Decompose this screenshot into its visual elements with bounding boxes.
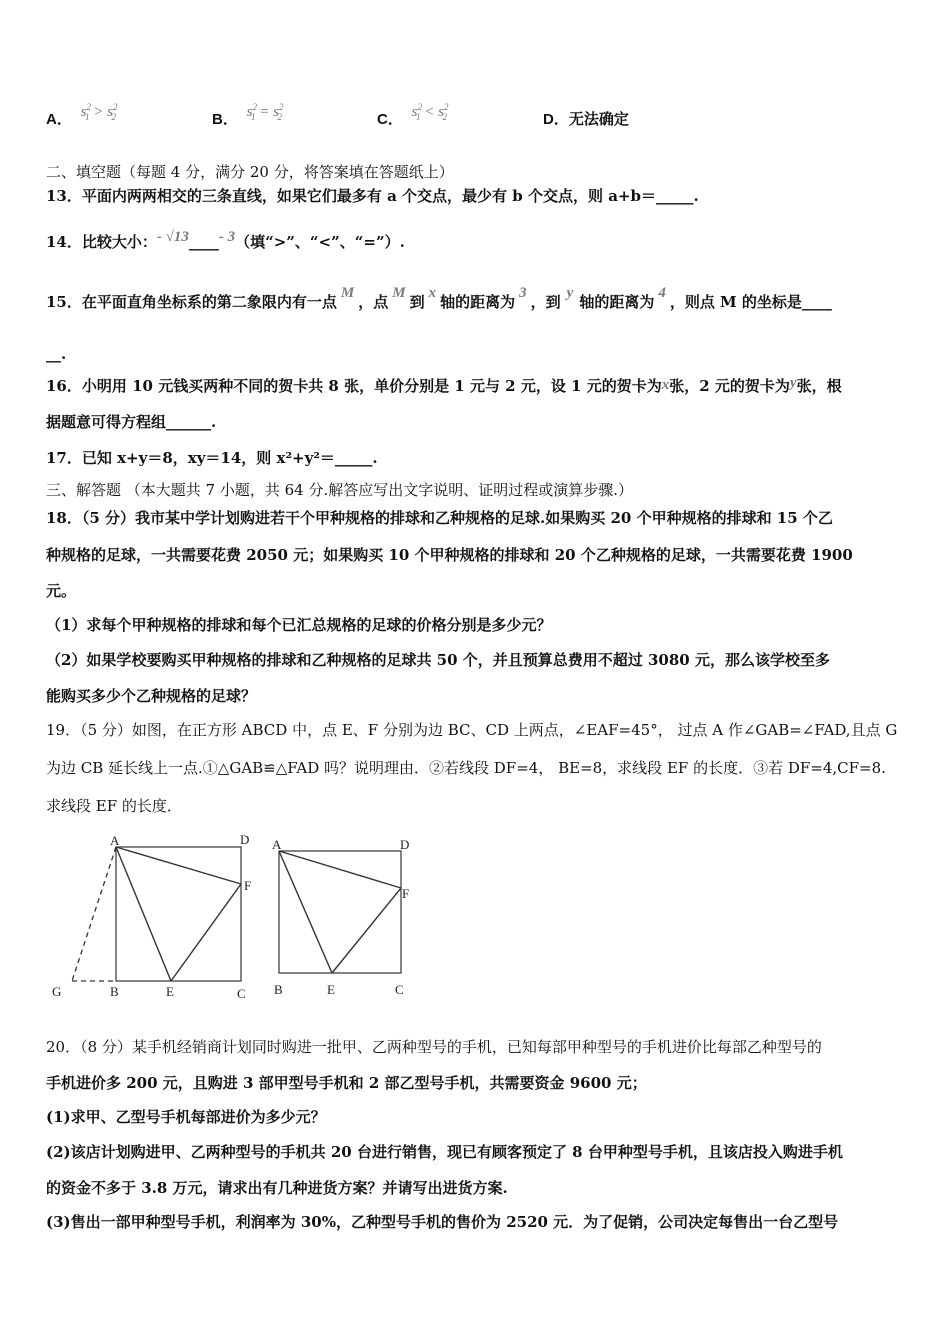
question-19-line2: 为边 CB 延长线上一点.①△GAB≌△FAD 吗？说明理由．②若线段 DF=4， BE=8，求线段 EF 的长度．③若 DF=4,CF=8. — [46, 759, 886, 777]
figure-right — [266, 832, 416, 1002]
label-c: C — [237, 986, 246, 1001]
option-d-label: D． — [543, 111, 569, 128]
option-b — [212, 102, 284, 130]
question-18-sub2-line1: （2）如果学校要购买甲种规格的排球和乙种规格的足球共 50 个，并且预算总费用不超过 3080 元，那么该学校至多 — [46, 651, 830, 669]
label-g: G — [52, 984, 62, 999]
option-d-text: 无法确定 — [568, 110, 629, 128]
label-d: D — [400, 837, 410, 852]
question-15-cont: __. — [46, 345, 67, 363]
question-14: 14．比较大小：- √13____- 3（填“>”、“<”、“=”）. — [46, 229, 405, 251]
question-16-line2: 据题意可得方程组______. — [46, 413, 217, 431]
question-20-sub3: (3)售出一部甲种型号手机，利润率为 30%，乙种型号手机的售价为 2520 元．为了促销，公司决定每售出一台乙型号 — [46, 1213, 839, 1231]
option-d — [543, 108, 629, 129]
label-a: A — [272, 837, 282, 852]
segment-ef — [171, 884, 241, 981]
label-b: B — [110, 984, 119, 999]
question-18-line1: 18．（5 分）我市某中学计划购进若干个甲种规格的排球和乙种规格的足球.如果购买 20 个甲种规格的排球和 15 个乙 — [46, 509, 833, 527]
option-a — [46, 102, 118, 130]
question-20-line1: 20．（8 分）某手机经销商计划同时购进一批甲、乙两种型号的手机，已知每部甲种型号的手机进价比每部乙种型号的 — [46, 1038, 822, 1056]
label-c: C — [395, 982, 404, 997]
option-c-expr: $s^2_1 < s^2_2$ — [411, 102, 449, 122]
option-b-expr: $s^2_1 = s^2_2$ — [246, 102, 284, 122]
figure-left — [44, 828, 264, 1003]
question-20-line2: 手机进价多 200 元，且购进 3 部甲型号手机和 2 部乙型号手机，共需要资金 9600 元； — [46, 1074, 647, 1092]
section3-title: 三、解答题 （本大题共 7 小题，共 64 分.解答应写出文字说明、证明过程或演算步骤.） — [46, 481, 634, 499]
square-abcd — [116, 847, 241, 981]
option-c-label: C． — [377, 111, 403, 128]
segment-ef — [332, 888, 401, 973]
segment-ag-dashed — [72, 847, 116, 981]
label-d: D — [240, 832, 250, 847]
label-e: E — [327, 982, 335, 997]
question-13: 13．平面内两两相交的三条直线，如果它们最多有 a 个交点，最少有 b 个交点，则 a+b＝_____. — [46, 187, 699, 205]
question-17: 17．已知 x+y＝8，xy＝14，则 x²+y²＝_____. — [46, 449, 378, 467]
question-18-line3: 元。 — [46, 582, 77, 600]
option-a-expr: $s^2_1 > s^2_2$ — [80, 102, 118, 122]
label-f: F — [244, 878, 252, 893]
question-16: 16．小明用 10 元钱买两种不同的贺卡共 8 张，单价分别是 1 元与 2 元，设 1 元的贺卡为x张，2 元的贺卡为y张，根 — [46, 375, 842, 395]
label-f: F — [402, 886, 410, 901]
segment-af — [279, 851, 401, 888]
question-20-sub1: (1)求甲、乙型号手机每部进价为多少元？ — [46, 1108, 326, 1126]
question-18-line2: 种规格的足球，一共需要花费 2050 元；如果购买 10 个甲种规格的排球和 20 个乙种规格的足球，一共需要花费 1900 — [46, 546, 853, 564]
question-19-line1: 19．（5 分）如图，在正方形 ABCD 中，点 E、F 分别为边 BC、CD 上两点，∠EAF=45°， 过点 A 作∠GAB=∠FAD,且点 G — [46, 721, 898, 739]
question-18-sub2-line2: 能购买多少个乙种规格的足球？ — [46, 687, 257, 705]
label-a: A — [110, 833, 120, 848]
option-b-label: B． — [212, 111, 238, 128]
question-20-sub2-line2: 的资金不多于 3.8 万元，请求出有几种进货方案？并请写出进货方案. — [46, 1179, 508, 1197]
question-19-line3: 求线段 EF 的长度． — [46, 797, 182, 815]
question-20-sub2-line1: (2)该店计划购进甲、乙两种型号的手机共 20 台进行销售，现已有顾客预定了 8 台甲种型号手机，且该店投入购进手机 — [46, 1143, 843, 1161]
question-18-sub1: （1）求每个甲种规格的排球和每个已汇总规格的足球的价格分别是多少元？ — [46, 616, 552, 634]
segment-af — [116, 847, 241, 884]
segment-ae — [116, 847, 171, 981]
segment-ae — [279, 851, 332, 973]
question-15: 15．在平面直角坐标系的第二象限内有一点 M ，点 M 到 x 轴的距离为 3 ，到 y 轴的距离为 4 ，则点 M 的坐标是____ — [46, 285, 832, 311]
option-a-label: A． — [46, 111, 72, 128]
label-e: E — [166, 984, 174, 999]
section2-title: 二、填空题（每题 4 分，满分 20 分，将答案填在答题纸上） — [46, 163, 454, 181]
option-c — [377, 102, 449, 130]
label-b: B — [274, 982, 283, 997]
